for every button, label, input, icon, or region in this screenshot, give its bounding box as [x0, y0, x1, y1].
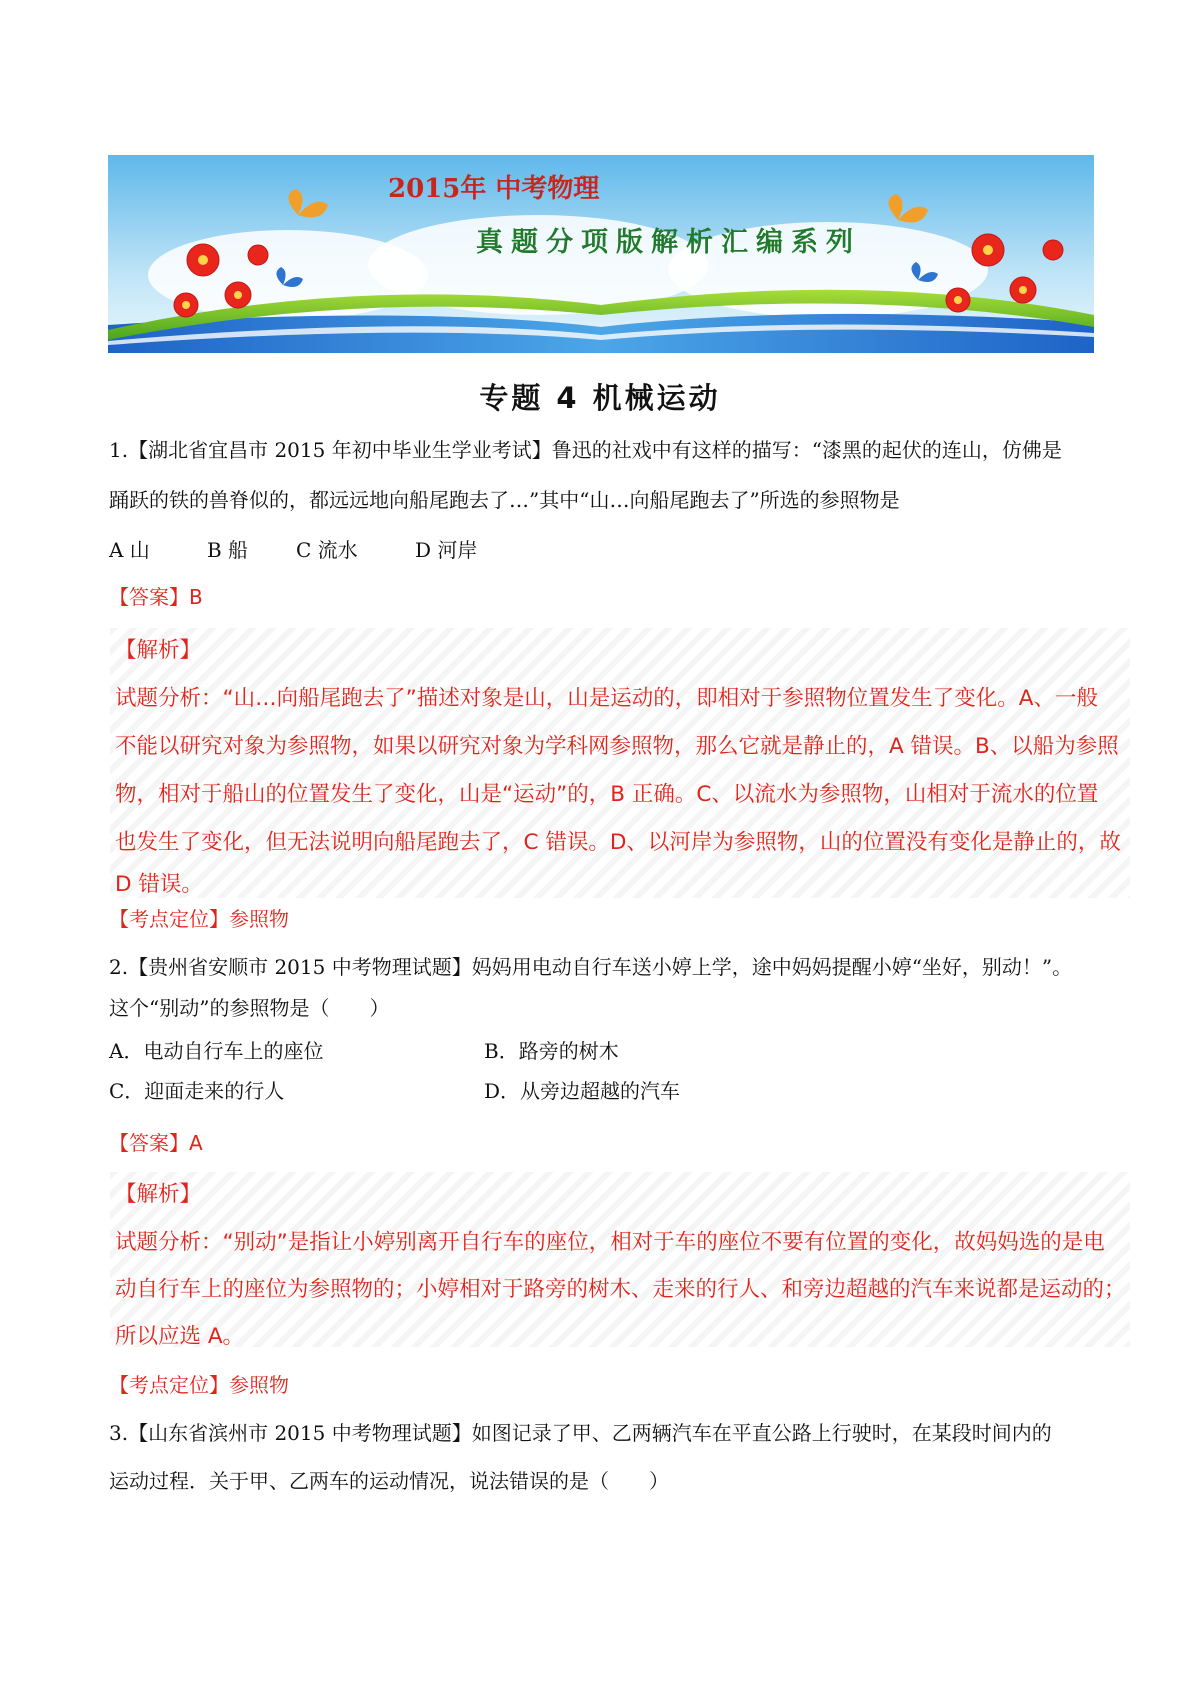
watermark-area	[110, 1172, 1130, 1347]
q2-option-c: C．迎面走来的行人	[109, 1079, 285, 1103]
page-title: 专题 4 机械运动	[479, 381, 721, 415]
banner-line1: 2015年 中考物理	[388, 174, 600, 204]
q2-stem-line2: 这个“别动”的参照物是（ ）	[109, 996, 390, 1020]
q1-analysis-line: D 错误。	[115, 872, 203, 897]
header-banner	[108, 155, 1094, 353]
q1-analysis-line: 试题分析：“山…向船尾跑去了”描述对象是山，山是运动的，即相对于参照物位置发生了变化。A、一般	[115, 686, 1098, 711]
q1-option-c: C 流水	[296, 538, 358, 562]
q1-stem-line2: 踊跃的铁的兽脊似的，都远远地向船尾跑去了…”其中“山…向船尾跑去了”所选的参照物是	[109, 488, 900, 512]
q1-analysis-line: 物，相对于船山的位置发生了变化，山是“运动”的，B 正确。C、以流水为参照物，山相对于流水的位置	[115, 782, 1099, 807]
q2-stem-line1: 2.【贵州省安顺市 2015 中考物理试题】妈妈用电动自行车送小婷上学，途中妈妈提醒小婷“坐好，别动！”。	[109, 955, 1073, 979]
q2-option-a: A．电动自行车上的座位	[109, 1039, 324, 1063]
q1-point: 【考点定位】参照物	[109, 907, 289, 931]
q3-stem-line1: 3.【山东省滨州市 2015 中考物理试题】如图记录了甲、乙两辆汽车在平直公路上行驶时，在某段时间内的	[109, 1421, 1052, 1445]
q2-analysis-line: 所以应选 A。	[115, 1324, 245, 1349]
q1-stem-line1: 1.【湖北省宜昌市 2015 年初中毕业生学业考试】鲁迅的社戏中有这样的描写：“漆黑的起伏的连山，仿佛是	[109, 438, 1062, 462]
q2-point: 【考点定位】参照物	[109, 1373, 289, 1397]
q2-analysis-line: 试题分析：“别动”是指让小婷别离开自行车的座位，相对于车的座位不要有位置的变化，故妈妈选的是电	[115, 1230, 1105, 1255]
q2-analysis-head: 【解析】	[115, 1182, 202, 1207]
q3-stem-line2: 运动过程．关于甲、乙两车的运动情况，说法错误的是（ ）	[109, 1469, 669, 1493]
q1-analysis-line: 不能以研究对象为参照物，如果以研究对象为学科网参照物，那么它就是静止的，A 错误。B、以船为参照	[115, 734, 1119, 759]
q2-option-d: D．从旁边超越的汽车	[484, 1079, 681, 1103]
q1-option-b: B 船	[207, 538, 249, 562]
banner-line2: 真题分项版解析汇编系列	[476, 227, 861, 258]
q1-answer: 【答案】B	[109, 585, 203, 609]
q1-analysis-head: 【解析】	[115, 638, 202, 663]
q2-analysis-line: 动自行车上的座位为参照物的；小婷相对于路旁的树木、走来的行人、和旁边超越的汽车来说都是运动的；	[115, 1277, 1126, 1302]
q1-option-a: A 山	[109, 538, 150, 562]
q1-analysis-line: 也发生了变化，但无法说明向船尾跑去了，C 错误。D、以河岸为参照物，山的位置没有变化是静止的，故	[115, 830, 1121, 855]
q2-answer: 【答案】A	[109, 1131, 203, 1155]
q2-option-b: B．路旁的树木	[484, 1039, 619, 1063]
q1-option-d: D 河岸	[415, 538, 478, 562]
